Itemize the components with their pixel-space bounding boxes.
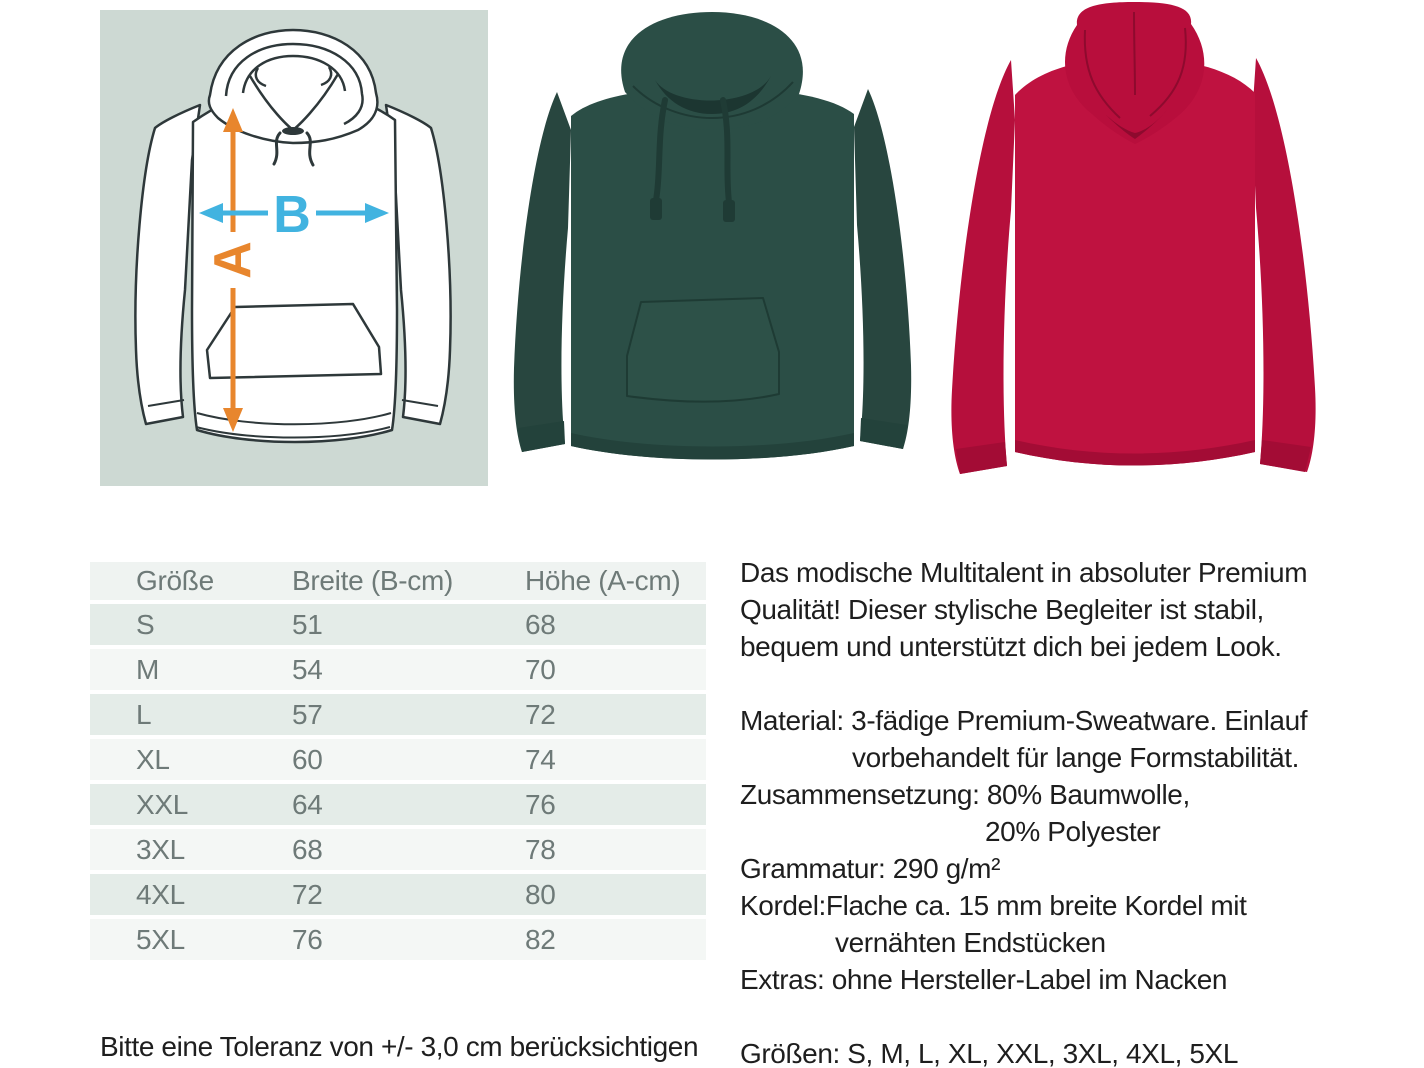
green-hoodie-front-icon [505, 8, 920, 492]
description-line: Grammatur: 290 g/m² [740, 853, 1001, 884]
table-cell: 82 [525, 924, 556, 955]
description-line: Zusammensetzung: 80% Baumwolle, [740, 779, 1190, 810]
size-chart-body [90, 604, 706, 960]
product-photo-back [935, 0, 1330, 497]
table-cell: 3XL [136, 834, 185, 865]
description-line: Qualität! Dieser stylische Begleiter ist stabil, [740, 594, 1264, 625]
table-cell: 68 [525, 609, 556, 640]
description-line: bequem und unterstützt dich bei jedem Look. [740, 631, 1282, 662]
column-header-height: Höhe (A-cm) [525, 565, 681, 596]
table-cell: 72 [525, 699, 556, 730]
column-header-width: Breite (B-cm) [292, 565, 453, 596]
table-row [90, 874, 706, 915]
description-line: Material: 3-fädige Premium-Sweatware. Einlauf [740, 705, 1308, 736]
table-cell: 78 [525, 834, 556, 865]
description-line: vorbehandelt für lange Formstabilität. [852, 742, 1300, 773]
table-row [90, 739, 706, 780]
description-line [740, 998, 1420, 1035]
table-cell: 80 [525, 879, 556, 910]
table-cell: 5XL [136, 924, 185, 955]
table-row [90, 694, 706, 735]
table-row [90, 784, 706, 825]
description-line: Extras: ohne Hersteller-Label im Nacken [740, 964, 1228, 995]
table-cell: 64 [292, 789, 323, 820]
table-cell: 51 [292, 609, 323, 640]
tolerance-note: Bitte eine Toleranz von +/- 3,0 cm berücksichtigen [100, 1031, 699, 1062]
size-chart-table [90, 562, 706, 964]
table-cell: 57 [292, 699, 323, 730]
table-cell: 4XL [136, 879, 185, 910]
red-hoodie-back-icon [935, 0, 1330, 497]
description-line [740, 665, 1420, 702]
table-row [90, 919, 706, 960]
column-header-size: Größe [136, 565, 214, 596]
description-line: Das modische Multitalent in absoluter Premium [740, 557, 1308, 588]
table-cell: S [136, 609, 155, 640]
table-cell: XL [136, 744, 170, 775]
product-photo-front [505, 8, 920, 492]
table-row [90, 649, 706, 690]
label-b: B [273, 186, 311, 244]
table-cell: 74 [525, 744, 556, 775]
table-cell: 70 [525, 654, 556, 685]
table-cell: 76 [292, 924, 323, 955]
hoodie-measurement-diagram-icon [100, 10, 488, 486]
table-cell: L [136, 699, 152, 730]
description-line: Größen: S, M, L, XL, XXL, 3XL, 4XL, 5XL [740, 1038, 1238, 1068]
table-cell: M [136, 654, 160, 685]
table-row [90, 829, 706, 870]
table-cell: 76 [525, 789, 556, 820]
table-cell: 60 [292, 744, 323, 775]
table-cell: 68 [292, 834, 323, 865]
table-row [90, 604, 706, 645]
table-cell: 54 [292, 654, 323, 685]
table-cell: 72 [292, 879, 323, 910]
size-diagram-panel [100, 10, 488, 486]
description-line: vernähten Endstücken [835, 927, 1106, 958]
label-a: A [204, 241, 262, 279]
description-line: 20% Polyester [985, 816, 1161, 847]
description-line: Kordel:Flache ca. 15 mm breite Kordel mit [740, 890, 1247, 921]
table-cell: XXL [136, 789, 189, 820]
size-chart-header-row [90, 562, 706, 600]
product-description [740, 554, 1420, 1068]
